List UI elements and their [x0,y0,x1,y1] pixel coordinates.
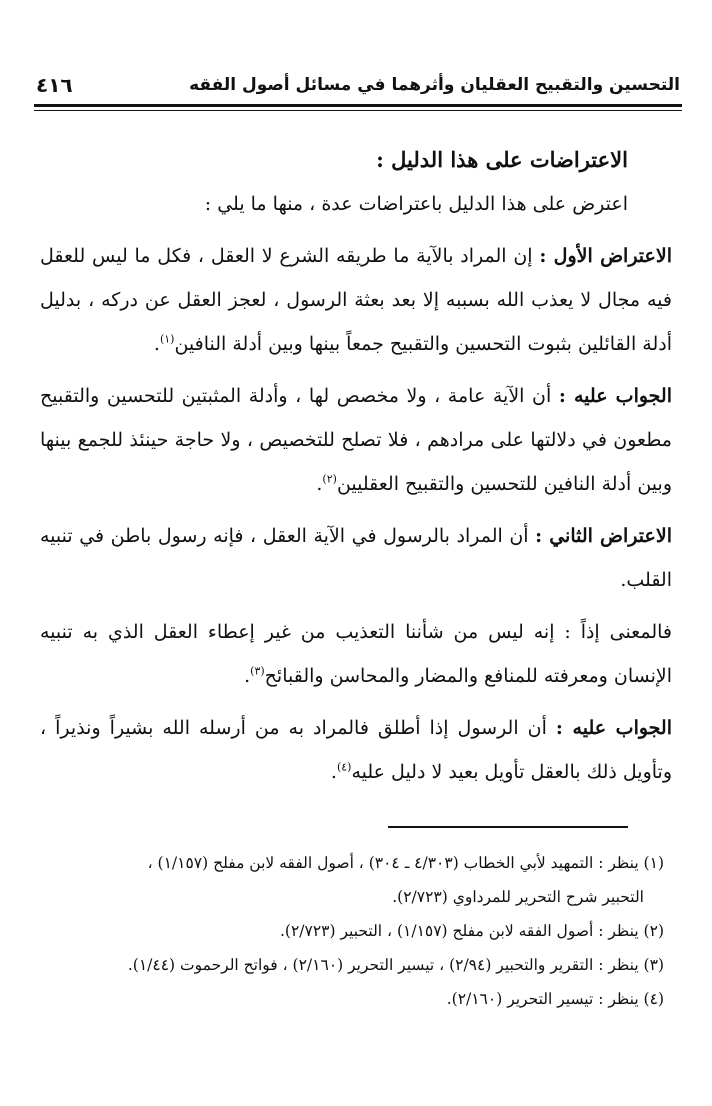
header-rule-thin [34,110,682,111]
section-heading: الاعتراضات على هذا الدليل : [376,147,628,172]
meaning-end: . [244,665,251,687]
objection-1-end: . [153,333,160,355]
footnote-4: (٤) ينظر : تيسير التحرير (٢/١٦٠). [446,990,664,1008]
footnote-separator [388,826,628,828]
footnote-3: (٣) ينظر : التقرير والتحبير (٢/٩٤) ، تيسير التحرير (٢/١٦٠) ، فواتح الرحموت (١/٤٤). [127,956,664,974]
answer-1-end: . [316,473,323,495]
answer-2-text: أن الرسول إذا أطلق فالمراد به من أرسله الله بشيراً ونذيراً ، وتأويل ذلك بالعقل تأويل بعيد لا دليل عليه [40,717,672,783]
footnote-ref-4[interactable]: (٤) [336,760,352,774]
body-text [40,138,672,802]
header-rule-thick [34,104,682,107]
answer-1-paragraph [40,374,672,506]
answer-1-text: أن الآية عامة ، ولا مخصص لها ، وأدلة المثبتين للتحسين والتقبيح مطعون في دلالتها على مرادهم ، فلا تصلح للتخصيص ، ولا حاجة حينئذ للجمع بينها وبين أدلة النافين للتحسين والتقبيح العقليين [40,385,672,495]
objection-2-paragraph [40,514,672,602]
footnote-1: (١) ينظر : التمهيد لأبي الخطاب (٤/٣٠٣ ـ ٣٠٤) ، أصول الفقه لابن مفلح (١/١٥٧) ، [147,854,664,872]
meaning-text: فالمعنى إذاً : إنه ليس من شأننا التعذيب من غير إعطاء العقل الذي به تنبيه الإنسان ومعرفته للمنافع والمضار والمحاسن والقبائح [40,621,672,687]
meaning-paragraph [40,610,672,698]
footnotes [40,846,664,1016]
footnote-2: (٢) ينظر : أصول الفقه لابن مفلح (١/١٥٧) ، التحبير (٢/٧٢٣). [280,922,664,940]
answer-1-label: الجواب عليه : [558,385,672,407]
running-title: التحسين والتقبيح العقليان وأثرهما في مسائل أصول الفقه [189,75,680,95]
answer-2-paragraph [40,706,672,794]
objection-2-text: أن المراد بالرسول في الآية العقل ، فإنه رسول باطن في تنبيه القلب. [40,525,672,591]
answer-2-end: . [330,761,337,783]
answer-2-label: الجواب عليه : [555,717,672,739]
objection-1-text: إن المراد بالآية ما طريقه الشرع لا العقل ، فكل ما ليس للعقل فيه مجال لا يعذب الله بسببه إلا بعد بعثة الرسول ، لعجز العقل عن دركه ، بدليل أدلة القائلين بثبوت التحسين والتقبيح جمعاً بينها وبين أدلة النافين [40,245,672,355]
footnote-ref-3[interactable]: (٣) [250,664,265,678]
footnote-ref-1[interactable]: (١) [159,332,175,346]
objection-2-label: الاعتراض الثاني : [535,525,672,547]
intro-paragraph: اعترض على هذا الدليل باعتراضات عدة ، منها ما يلي : [204,193,628,215]
footnote-1-continuation: التحبير شرح التحرير للمرداوي (٢/٧٢٣). [392,888,644,906]
page-header [36,70,680,100]
footnote-ref-2[interactable]: (٢) [322,472,337,486]
page-number: ٤١٦ [36,73,73,97]
objection-1-paragraph [40,234,672,366]
objection-1-label: الاعتراض الأول : [539,245,672,267]
